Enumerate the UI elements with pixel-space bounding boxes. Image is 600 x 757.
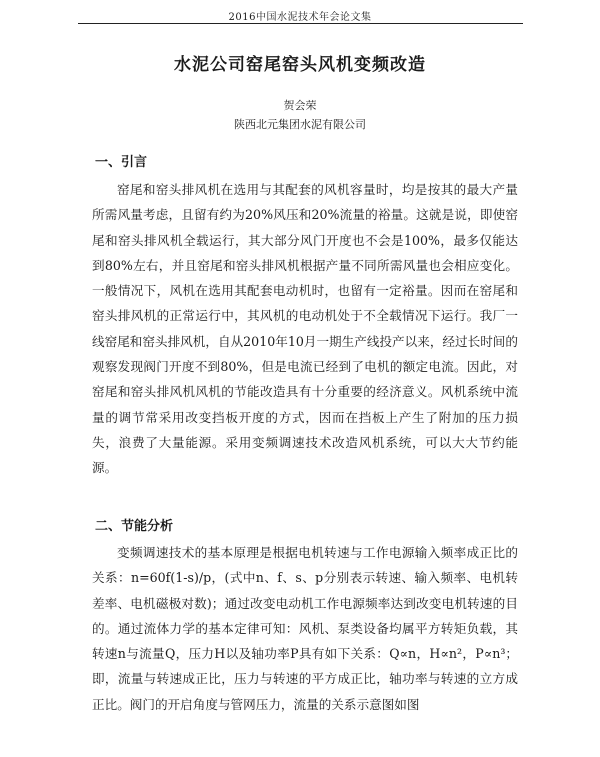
section-heading-energy-analysis: 二、节能分析	[95, 519, 174, 534]
author-name: 贺会荣	[283, 99, 317, 112]
paper-title: 水泥公司窑尾窑头风机变频改造	[174, 55, 426, 75]
section-paragraph-introduction: 窑尾和窑头排风机在选用与其配套的风机容量时，均是按其的最大产量所需风量考虑，且留有约为20%风压和20%流量的裕量。这就是说，即使窑尾和窑头排风机全载运行，其大部分风门开度也不会是100%，最多仅能达到80%左右，并且窑尾和窑头排风机根据产量不同所需风量也会相应变化。一般情况下，风机在选用其配套电动机时，也留有一定裕量。因而在窑尾和窑头排风机的正常运行中，其风机的电动机处于不全载情况下运行。我厂一线窑尾和窑头排风机，自从2010年10月一期生产线投产以来，经过长时间的观察发现阀门开度不到80%，但是电流已经到了电机的额定电流。因此，对窑尾和窑头排风机风机的节能改造具有十分重要的经济意义。风机系统中流量的调节常采用改变挡板开度的方式，因而在挡板上产生了附加的压力损失，浪费了大量能源。采用变频调速技术改造风机系统，可以大大节约能源。	[92, 182, 518, 476]
section-heading-introduction: 一、引言	[95, 155, 148, 170]
section-paragraph-energy-analysis: 变频调速技术的基本原理是根据电机转速与工作电源输入频率成正比的关系：n=60f(1-s)/p，(式中n、f、s、p分别表示转速、输入频率、电机转差率、电机磁极对数)；通过改变电动机工作电源频率达到改变电机转速的目的。通过流体力学的基本定律可知：风机、泵类设备均属平方转矩负载，其转速n与流量Q，压力H以及轴功率P具有如下关系：Q∝n，H∝n²，P∝n³；即，流量与转速成正比，压力与转速的平方成正比，轴功率与转速的立方成正比。阀门的开启角度与管网压力，流量的关系示意图如图	[92, 545, 518, 712]
running-header: 2016中国水泥技术年会论文集	[228, 12, 372, 23]
author-affiliation: 陕西北元集团水泥有限公司	[234, 118, 366, 131]
header-divider	[78, 23, 523, 24]
